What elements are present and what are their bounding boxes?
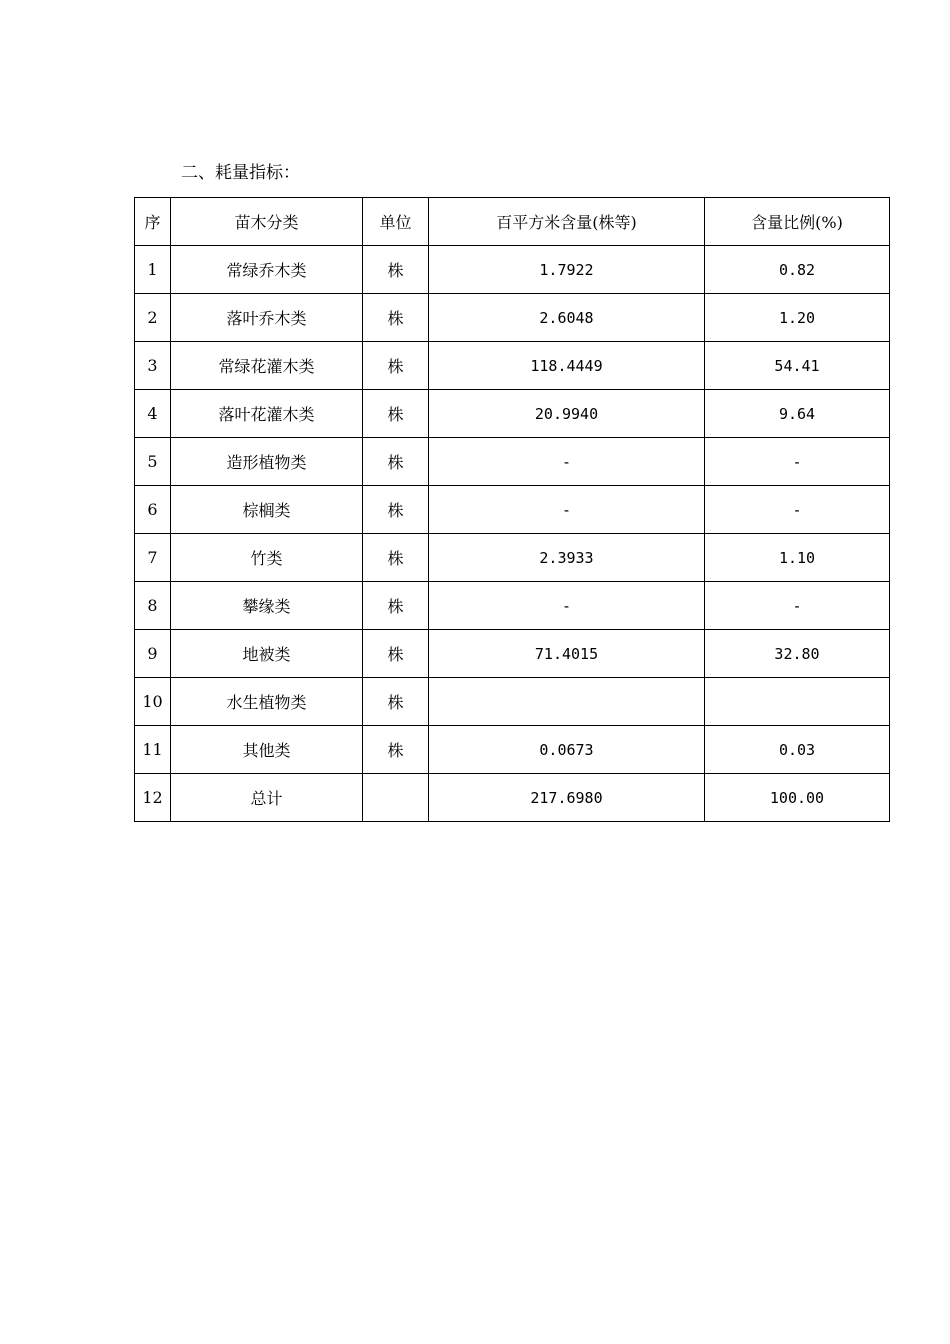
row-content: 0.0673 [429,726,705,774]
row-ratio: 9.64 [705,390,890,438]
row-content: - [429,438,705,486]
row-category: 其他类 [171,726,363,774]
row-index: 4 [135,390,171,438]
row-index: 9 [135,630,171,678]
row-unit: 株 [363,390,429,438]
row-category: 攀缘类 [171,582,363,630]
row-content: 71.4015 [429,630,705,678]
table-row [135,486,890,534]
table-row [135,774,890,822]
row-index: 12 [135,774,171,822]
row-content: 2.3933 [429,534,705,582]
row-category: 常绿花灌木类 [171,342,363,390]
row-unit: 株 [363,582,429,630]
row-unit: 株 [363,294,429,342]
row-ratio: 0.82 [705,246,890,294]
row-content: - [429,582,705,630]
row-index: 10 [135,678,171,726]
row-ratio [705,678,890,726]
table-row [135,294,890,342]
row-content: 2.6048 [429,294,705,342]
table-row [135,582,890,630]
row-unit: 株 [363,630,429,678]
row-unit [363,774,429,822]
row-category: 棕榈类 [171,486,363,534]
table-row [135,342,890,390]
table-row [135,726,890,774]
row-content: 1.7922 [429,246,705,294]
row-category: 竹类 [171,534,363,582]
row-content [429,678,705,726]
row-content: 217.6980 [429,774,705,822]
table-row [135,390,890,438]
table-row [135,678,890,726]
table-row [135,246,890,294]
row-index: 6 [135,486,171,534]
row-ratio: 32.80 [705,630,890,678]
row-ratio: - [705,438,890,486]
table-row [135,630,890,678]
header-index: 序 [135,198,171,246]
row-ratio: - [705,582,890,630]
row-ratio: 100.00 [705,774,890,822]
row-ratio: - [705,486,890,534]
row-unit: 株 [363,678,429,726]
row-index: 2 [135,294,171,342]
table-row [135,438,890,486]
table-row [135,534,890,582]
header-unit: 单位 [363,198,429,246]
header-content-ratio: 含量比例(%) [705,198,890,246]
row-index: 1 [135,246,171,294]
row-ratio: 54.41 [705,342,890,390]
header-category: 苗木分类 [171,198,363,246]
row-category: 地被类 [171,630,363,678]
row-category: 造形植物类 [171,438,363,486]
row-index: 11 [135,726,171,774]
row-content: - [429,486,705,534]
row-unit: 株 [363,486,429,534]
row-index: 3 [135,342,171,390]
row-ratio: 1.20 [705,294,890,342]
row-unit: 株 [363,342,429,390]
row-content: 20.9940 [429,390,705,438]
row-unit: 株 [363,438,429,486]
row-category: 落叶乔木类 [171,294,363,342]
header-content-per-100sqm: 百平方米含量(株等) [429,198,705,246]
table-header-row [135,198,890,246]
row-unit: 株 [363,534,429,582]
seedling-consumption-table [134,197,890,822]
row-index: 8 [135,582,171,630]
row-content: 118.4449 [429,342,705,390]
row-ratio: 1.10 [705,534,890,582]
row-category: 落叶花灌木类 [171,390,363,438]
row-unit: 株 [363,246,429,294]
row-ratio: 0.03 [705,726,890,774]
section-heading: 二、耗量指标： [181,163,300,183]
row-index: 7 [135,534,171,582]
row-unit: 株 [363,726,429,774]
row-index: 5 [135,438,171,486]
row-category: 水生植物类 [171,678,363,726]
row-category: 常绿乔木类 [171,246,363,294]
row-category: 总计 [171,774,363,822]
